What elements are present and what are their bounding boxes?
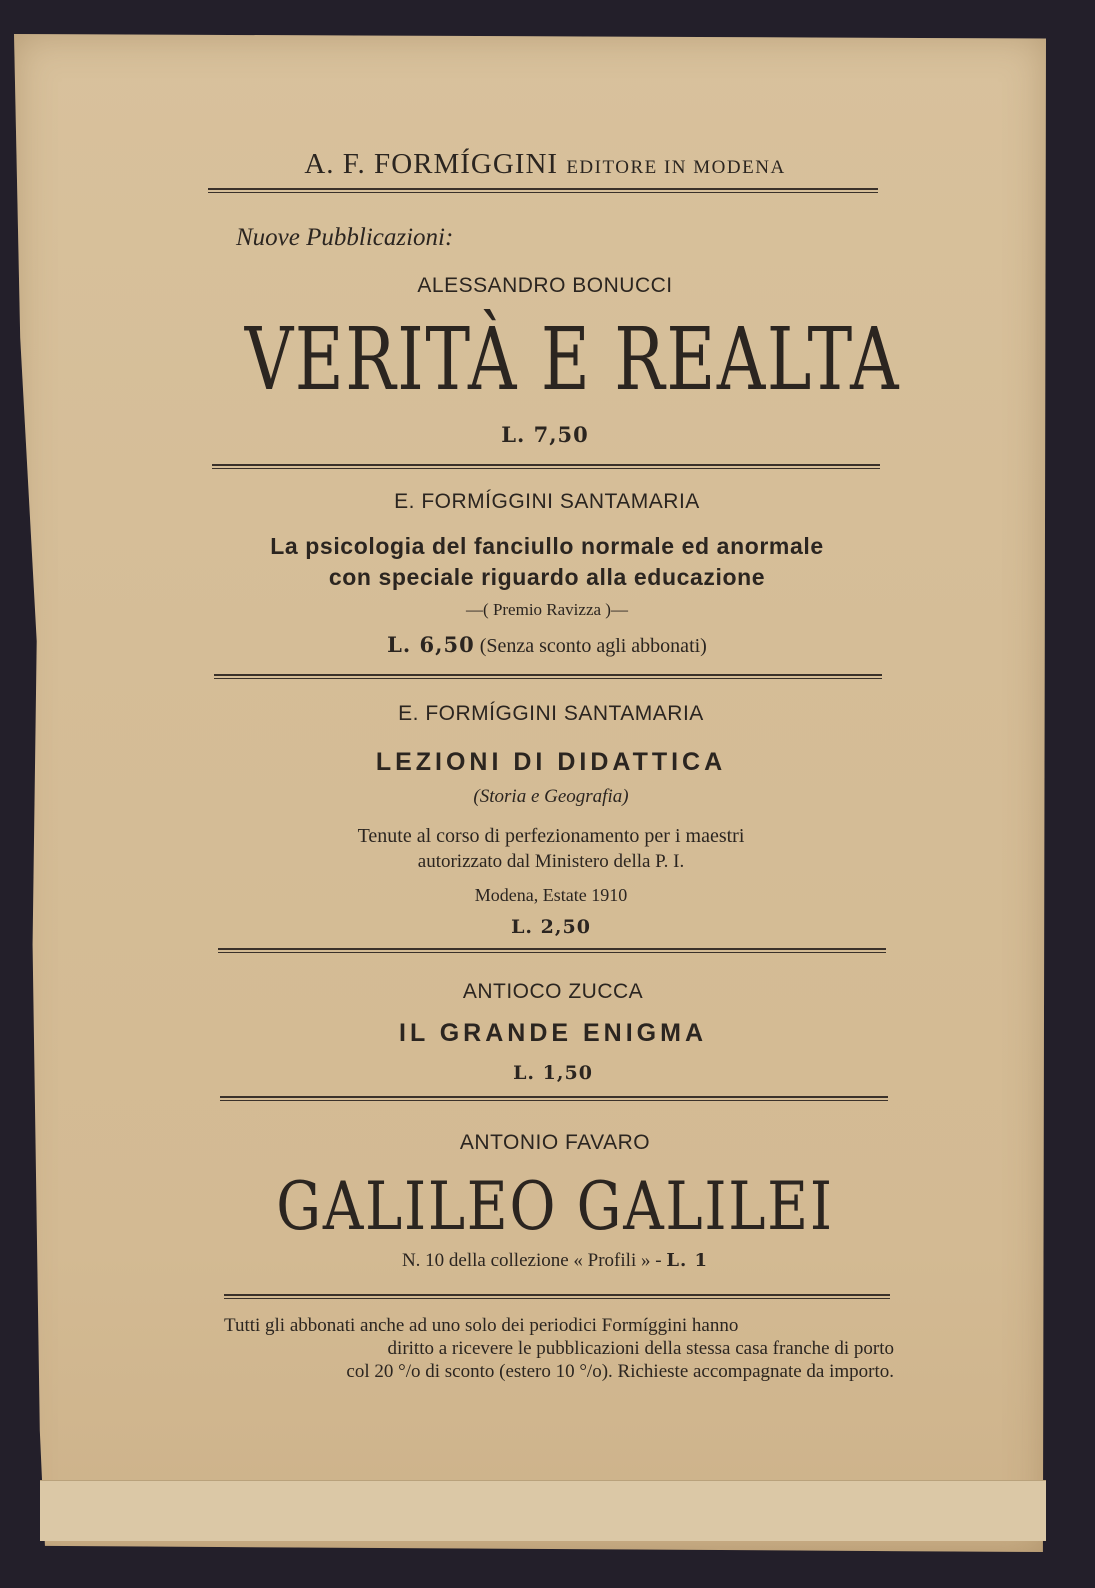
publisher-heading: [210, 148, 880, 181]
book2-title-line1: La psicologia del fanciullo normale ed anormale: [270, 533, 824, 559]
book1-title: VERITÀ E REALTA: [244, 310, 901, 410]
book2-price-note: (Senza sconto agli abbonati): [479, 635, 707, 657]
book5-author: ANTONIO FAVARO: [459, 1131, 651, 1154]
book2-note: —( Premio Ravizza )—: [466, 600, 628, 619]
book3-price: L. 2,50: [511, 916, 591, 938]
book5-price: L. 1: [666, 1250, 709, 1271]
book3-desc-line2: autorizzato dal Ministero della P. I.: [417, 851, 685, 872]
divider-3: [218, 948, 886, 953]
book2-author: E. FORMÍGGINI SANTAMARIA: [394, 490, 700, 513]
book4-price: L. 1,50: [513, 1062, 593, 1084]
divider-2: [214, 674, 882, 679]
book1-price: L. 7,50: [501, 422, 589, 447]
book3-title: LEZIONI DI DIDATTICA: [375, 748, 727, 776]
book3-desc-line1: Tenute al corso di perfezionamento per i maestri: [357, 825, 745, 847]
book2-price-row: [212, 632, 882, 658]
footer-line1: Tutti gli abbonati anche ad uno solo dei periodici Formíggini hanno: [224, 1315, 739, 1336]
footer-line3: col 20 °/o di sconto (estero 10 °/o). Richieste accompagnate da importo.: [346, 1361, 894, 1382]
book2-title-line2: con speciale riguardo alla educazione: [328, 564, 766, 590]
book3-subtitle: (Storia e Geografia): [473, 786, 629, 807]
footer-line2: diritto a ricevere le pubblicazioni della stessa casa franche di porto: [387, 1338, 894, 1359]
header-rule: [208, 188, 878, 193]
book5-collection-row: [220, 1250, 890, 1272]
book3-author: E. FORMÍGGINI SANTAMARIA: [398, 702, 704, 725]
book4-author: ANTIOCO ZUCCA: [462, 980, 644, 1003]
divider-1: [212, 464, 880, 469]
divider-5: [224, 1294, 890, 1299]
publisher-suffix: EDITORE IN MODENA: [566, 157, 786, 178]
book1-author: ALESSANDRO BONUCCI: [417, 274, 673, 297]
publisher-name: A. F. FORMÍGGINI: [304, 148, 559, 180]
book5-collection: N. 10 della collezione « Profili » -: [401, 1250, 662, 1271]
divider-4: [220, 1096, 888, 1101]
book3-place-date: Modena, Estate 1910: [474, 885, 628, 905]
book2-price: L. 6,50: [387, 632, 475, 657]
section-label: Nuove Pubblicazioni:: [236, 224, 454, 251]
book4-title: IL GRANDE ENIGMA: [399, 1019, 707, 1047]
book5-title: GALILEO GALILEI: [276, 1168, 834, 1245]
